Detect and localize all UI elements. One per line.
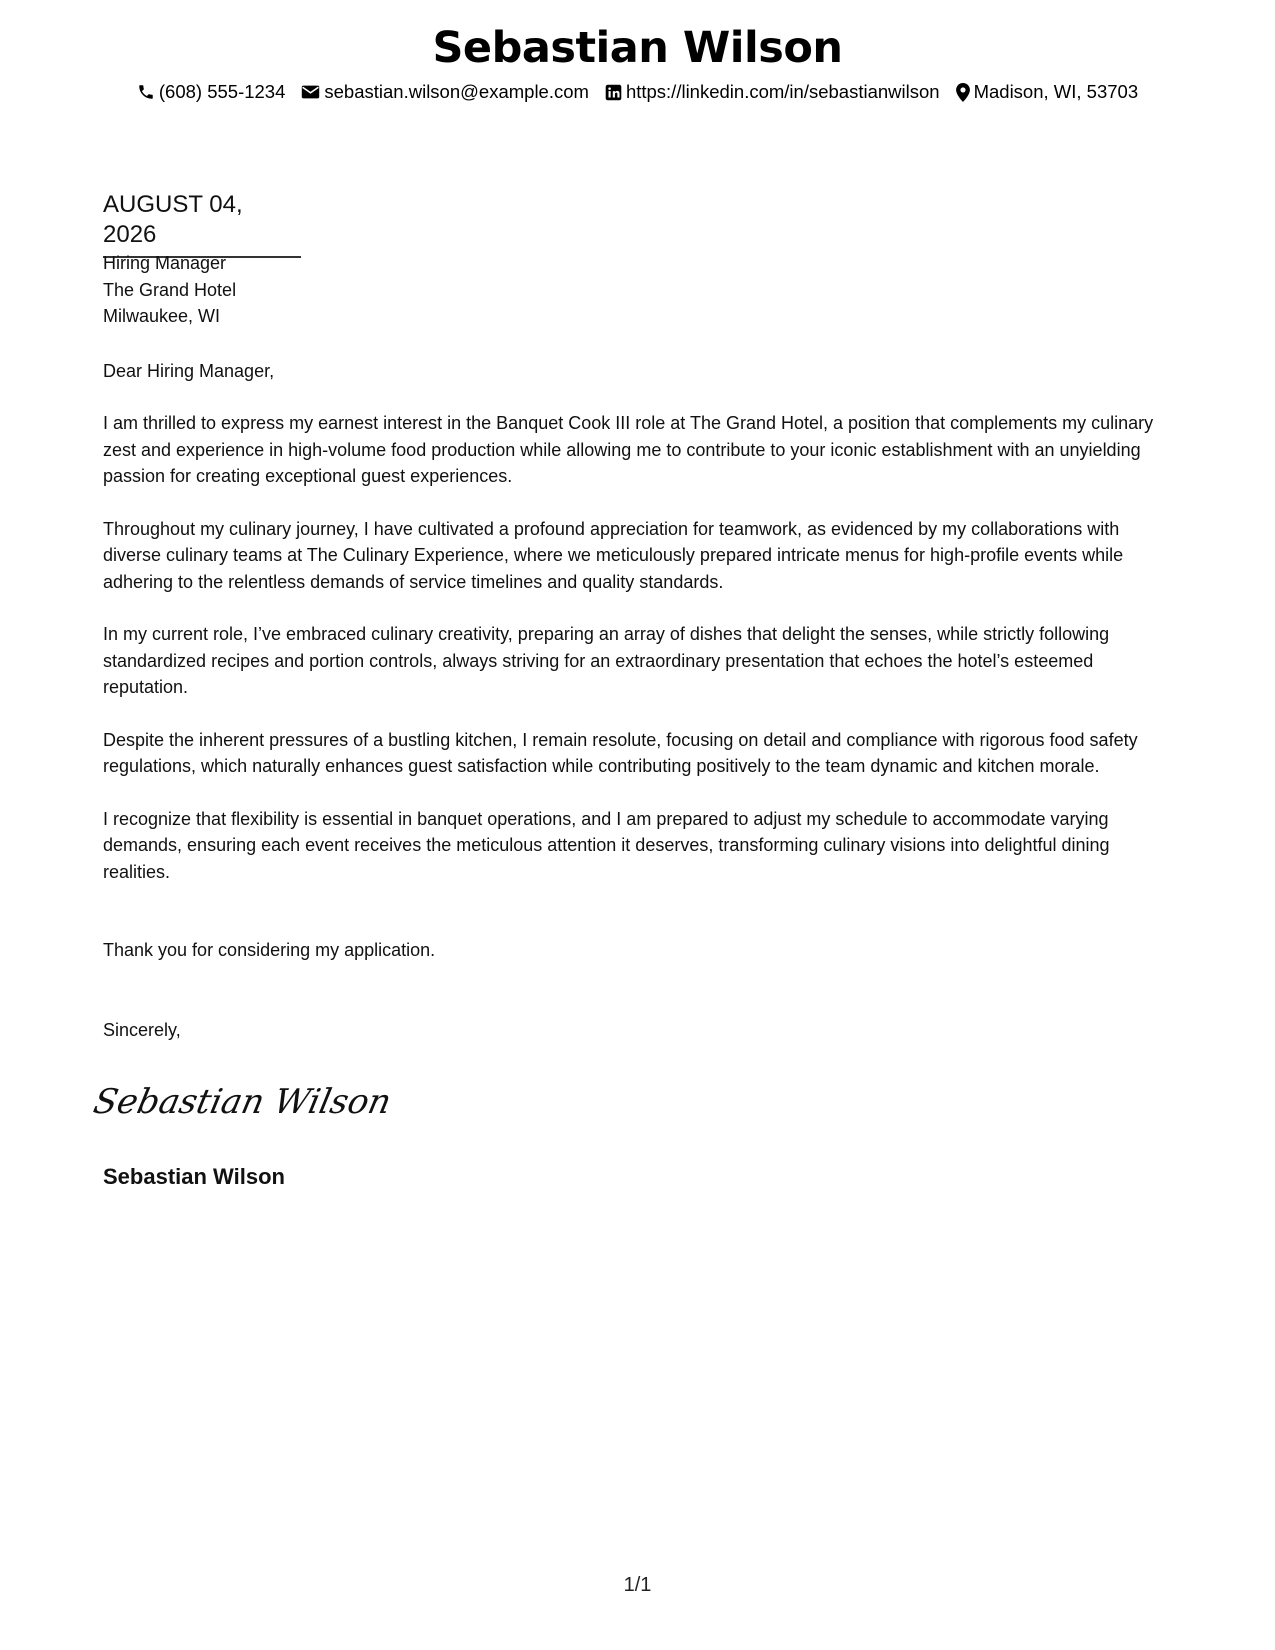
contact-info [0, 80, 1275, 104]
map-marker-icon [956, 83, 970, 102]
envelope-icon [301, 84, 320, 100]
contact-linkedin [605, 80, 940, 104]
phone-number: (608) 555-1234 [158, 81, 286, 102]
recipient-title: Hiring Manager [103, 253, 227, 273]
page-number: 1/1 [623, 1574, 652, 1596]
location-text: Madison, WI, 53703 [973, 81, 1139, 102]
linkedin-url: https://linkedin.com/in/sebastianwilson [625, 81, 940, 102]
handwritten-signature [90, 1075, 395, 1125]
linkedin-icon [605, 84, 622, 101]
closing-thanks: Thank you for considering my application. [103, 940, 436, 960]
body-paragraph: Throughout my culinary journey, I have cultivated a profound appreciation for teamwork, as evidenced by my collaborations with diverse culinary teams at The Culinary Experience, where we meticulously prepared intricate menus for high-profile events while adhering to the relentless demands of service timelines and quality standards. [103, 518, 1124, 592]
body-paragraph: I am thrilled to express my earnest interest in the Banquet Cook III role at The Grand Hotel, a position that complements my culinary zest and experience in high-volume food production while allowing me to contribute to your iconic establishment with an unyielding passion for creating exceptional guest experiences. [103, 413, 1154, 486]
salutation: Dear Hiring Manager, [103, 361, 275, 381]
email-address: sebastian.wilson@example.com [324, 81, 589, 102]
contact-email [301, 80, 589, 104]
signer-name: Sebastian Wilson [103, 1164, 285, 1189]
phone-icon [137, 83, 155, 101]
recipient-company: The Grand Hotel [103, 279, 237, 300]
body-paragraph: In my current role, I’ve embraced culinary creativity, preparing an array of dishes that delight the senses, while strictly following standardized recipes and portion controls, always striving for an extraordinary presentation that echoes the hotel’s esteemed reputation. [103, 624, 1110, 697]
recipient-block [103, 250, 236, 330]
contact-phone [137, 80, 286, 104]
contact-location [956, 80, 1139, 104]
signature-text: Sebastian Wilson [90, 1082, 395, 1122]
letter-date: AUGUST 04, 2026 [103, 190, 301, 258]
letter-body [103, 410, 1173, 911]
closing-phrase: Sincerely, [103, 1020, 181, 1040]
applicant-name: Sebastian Wilson [432, 23, 843, 73]
body-paragraph: I recognize that flexibility is essential in banquet operations, and I am prepared to adjust my schedule to accommodate varying demands, ensuring each event receives the meticulous attention it deserves, transforming culinary visions into delightful dining realities. [103, 808, 1110, 882]
recipient-location: Milwaukee, WI [103, 306, 221, 326]
body-paragraph: Despite the inherent pressures of a bustling kitchen, I remain resolute, focusing on detail and compliance with rigorous food safety regulations, which naturally enhances guest satisfaction while contributing positively to the team dynamic and kitchen morale. [103, 729, 1138, 776]
